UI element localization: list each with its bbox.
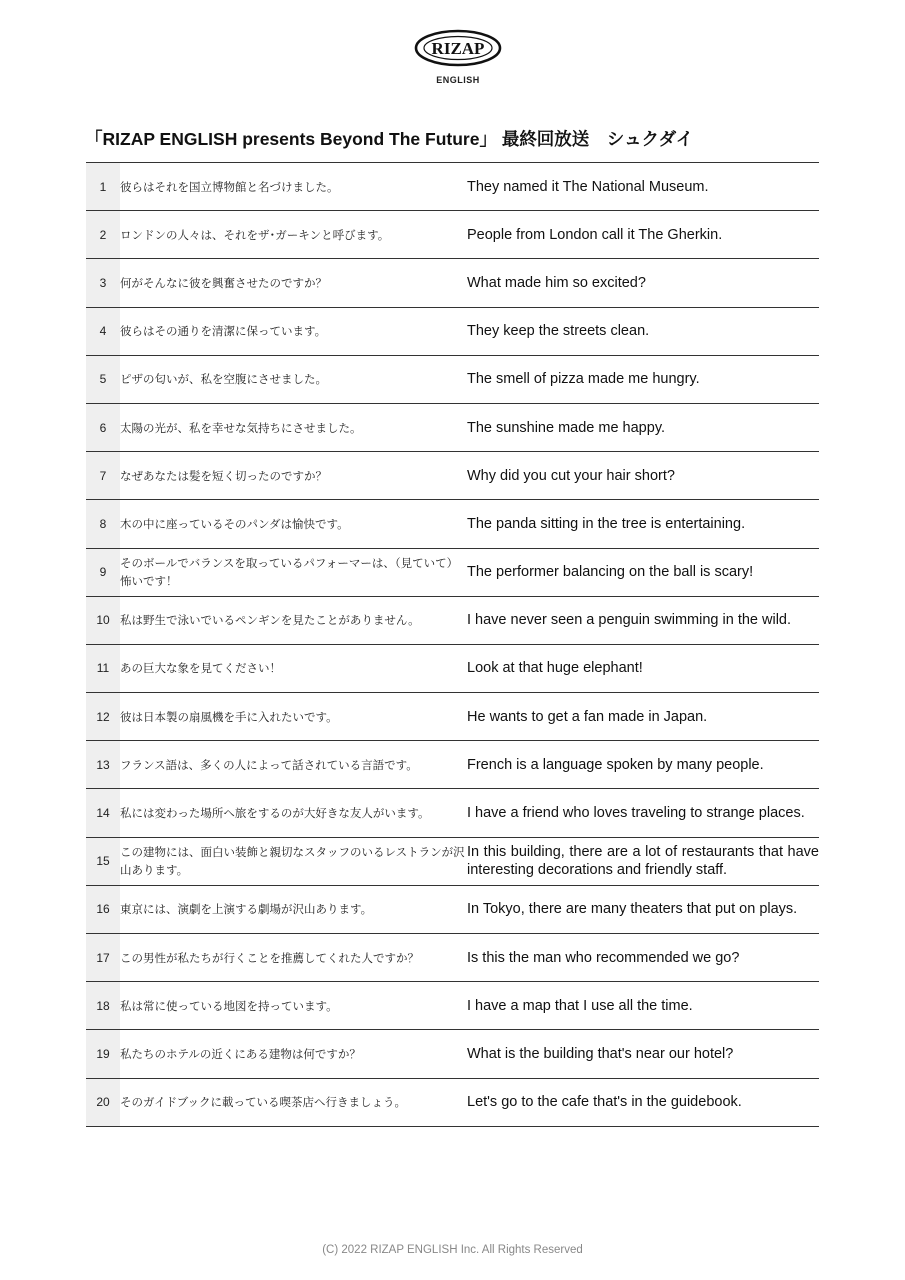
row-number: 2 [86,211,120,259]
english-sentence: What made him so excited? [467,259,819,307]
table-row [86,355,819,403]
copyright-footer: (C) 2022 RIZAP ENGLISH Inc. All Rights Reserved [322,1244,583,1256]
row-number: 10 [86,596,120,644]
english-sentence: I have a map that I use all the time. [467,982,819,1030]
japanese-sentence: 私は野生で泳いでいるペンギンを見たことがありません。 [120,596,467,644]
english-sentence: The sunshine made me happy. [467,403,819,451]
homework-table [86,162,819,1127]
table-row [86,403,819,451]
table-row [86,259,819,307]
english-sentence: French is a language spoken by many people. [467,741,819,789]
japanese-sentence: なぜあなたは髪を短く切ったのですか？ [120,452,467,500]
row-number: 4 [86,307,120,355]
japanese-sentence: 私には変わった場所へ旅をするのが大好きな友人がいます。 [120,789,467,837]
table-row [86,163,819,211]
japanese-sentence: この建物には、面白い装飾と親切なスタッフのいるレストランが沢山あります。 [120,837,467,885]
english-sentence: They keep the streets clean. [467,307,819,355]
page-title: 「RIZAP ENGLISH presents Beyond The Future」 最終回放送 シュクダイ [85,129,694,149]
japanese-sentence: そのボールでバランスを取っているパフォーマーは、（見ていて）怖いです！ [120,548,467,596]
english-sentence: People from London call it The Gherkin. [467,211,819,259]
english-sentence: They named it The National Museum. [467,163,819,211]
japanese-sentence: 私たちのホテルの近くにある建物は何ですか？ [120,1030,467,1078]
row-number: 12 [86,693,120,741]
english-sentence: The performer balancing on the ball is scary! [467,548,819,596]
table-row [86,644,819,692]
table-row [86,500,819,548]
english-sentence: In this building, there are a lot of restaurants that have interesting decorations and friendly staff. [467,837,819,885]
english-sentence: In Tokyo, there are many theaters that put on plays. [467,885,819,933]
japanese-sentence: あの巨大な象を見てください！ [120,644,467,692]
table-row [86,741,819,789]
row-number: 8 [86,500,120,548]
japanese-sentence: 東京には、演劇を上演する劇場が沢山あります。 [120,885,467,933]
japanese-sentence: 彼らはそれを国立博物館と名づけました。 [120,163,467,211]
japanese-sentence: 木の中に座っているそのパンダは愉快です。 [120,500,467,548]
english-sentence: Let's go to the cafe that's in the guidebook. [467,1078,819,1126]
english-sentence: What is the building that's near our hotel? [467,1030,819,1078]
table-row [86,934,819,982]
japanese-sentence: ロンドンの人々は、それをザ･ガーキンと呼びます。 [120,211,467,259]
row-number: 17 [86,934,120,982]
japanese-sentence: 何がそんなに彼を興奮させたのですか？ [120,259,467,307]
english-sentence: The panda sitting in the tree is entertaining. [467,500,819,548]
japanese-sentence: 太陽の光が、私を幸せな気持ちにさせました。 [120,403,467,451]
english-sentence: Why did you cut your hair short? [467,452,819,500]
row-number: 3 [86,259,120,307]
table-row [86,982,819,1030]
row-number: 16 [86,885,120,933]
table-row [86,596,819,644]
row-number: 15 [86,837,120,885]
row-number: 1 [86,163,120,211]
table-row [86,693,819,741]
logo-subtitle: ENGLISH [436,75,480,85]
table-row [86,1078,819,1126]
english-sentence: I have a friend who loves traveling to strange places. [467,789,819,837]
japanese-sentence: この男性が私たちが行くことを推薦してくれた人ですか？ [120,934,467,982]
english-sentence: Look at that huge elephant! [467,644,819,692]
logo-wordmark: RIZAP [431,39,485,58]
table-row [86,211,819,259]
row-number: 7 [86,452,120,500]
table-row [86,548,819,596]
english-sentence: Is this the man who recommended we go? [467,934,819,982]
homework-rows [86,163,819,1127]
japanese-sentence: 彼らはその通りを清潔に保っています。 [120,307,467,355]
english-sentence: The smell of pizza made me hungry. [467,355,819,403]
row-number: 20 [86,1078,120,1126]
japanese-sentence: 彼は日本製の扇風機を手に入れたいです。 [120,693,467,741]
table-row [86,307,819,355]
row-number: 9 [86,548,120,596]
table-row [86,837,819,885]
row-number: 19 [86,1030,120,1078]
row-number: 11 [86,644,120,692]
rizap-logo-icon [412,28,504,72]
row-number: 13 [86,741,120,789]
row-number: 6 [86,403,120,451]
table-row [86,789,819,837]
english-sentence: He wants to get a fan made in Japan. [467,693,819,741]
table-row [86,452,819,500]
japanese-sentence: フランス語は、多くの人によって話されている言語です。 [120,741,467,789]
rizap-english-logo [412,28,504,86]
row-number: 14 [86,789,120,837]
table-row [86,1030,819,1078]
japanese-sentence: 私は常に使っている地図を持っています。 [120,982,467,1030]
row-number: 18 [86,982,120,1030]
japanese-sentence: ピザの匂いが、私を空腹にさせました。 [120,355,467,403]
english-sentence: I have never seen a penguin swimming in the wild. [467,596,819,644]
row-number: 5 [86,355,120,403]
japanese-sentence: そのガイドブックに載っている喫茶店へ行きましょう。 [120,1078,467,1126]
table-row [86,885,819,933]
